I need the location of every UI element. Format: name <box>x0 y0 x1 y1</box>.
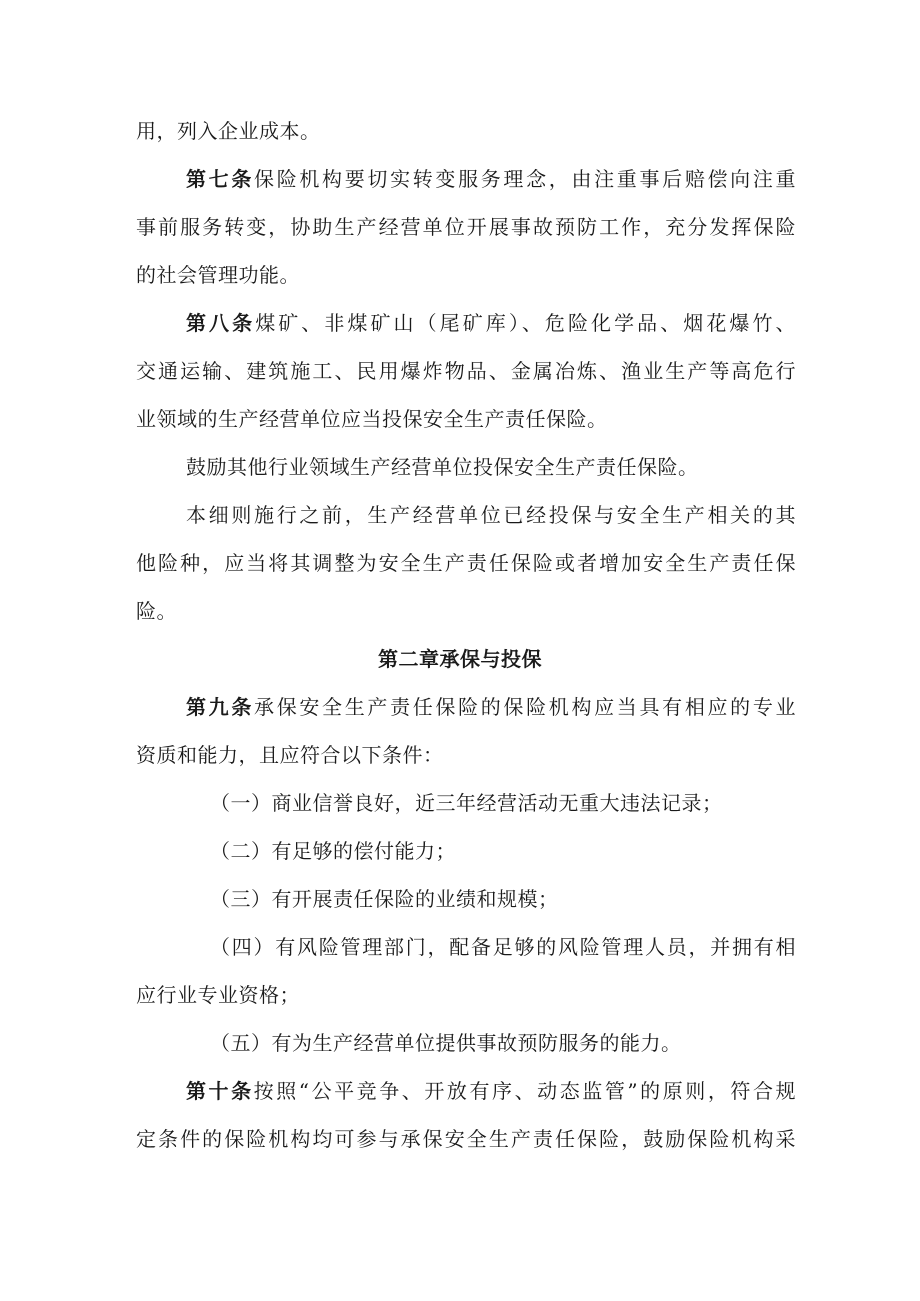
text: 应行业专业资格； <box>136 983 300 1007</box>
text: 资质和能力，且应符合以下条件： <box>136 743 444 767</box>
text: （四）有风险管理部门，配备足够的风险管理人员，并拥有相 <box>210 935 796 959</box>
text: 煤矿、非煤矿山（尾矿库）、危险化学品、烟花爆竹、 <box>255 311 797 335</box>
article-9-line-2 <box>136 740 796 770</box>
text: （五）有为生产经营单位提供事故预防服务的能力。 <box>210 1031 682 1055</box>
article-10-line-2 <box>136 1124 796 1154</box>
article-8-para-2 <box>186 452 796 482</box>
article-10-line-1 <box>186 1076 796 1106</box>
text: 业领域的生产经营单位应当投保安全生产责任保险。 <box>136 407 608 431</box>
text: （一）商业信誉良好，近三年经营活动无重大违法记录； <box>210 791 723 815</box>
text: 险。 <box>136 599 177 623</box>
article-8-line-1 <box>186 308 796 338</box>
chapter-heading <box>0 644 920 674</box>
text: 定条件的保险机构均可参与承保安全生产责任保险，鼓励保险机构采 <box>136 1127 796 1151</box>
article-9-item-4-line-2 <box>136 980 796 1010</box>
text: （三）有开展责任保险的业绩和规模； <box>210 887 559 911</box>
article-9-item-1 <box>210 788 796 818</box>
text: 他险种，应当将其调整为安全生产责任保险或者增加安全生产责任保 <box>136 551 796 575</box>
article-9-heading: 第九条 <box>186 695 255 719</box>
article-8-line-3 <box>136 404 796 434</box>
text: 保险机构要切实转变服务理念，由注重事后赔偿向注重 <box>254 167 797 191</box>
text: （二）有足够的偿付能力； <box>210 839 456 863</box>
text: 鼓励其他行业领域生产经营单位投保安全生产责任保险。 <box>186 455 699 479</box>
article-7-line-2 <box>136 212 796 242</box>
article-7-line-3 <box>136 260 796 290</box>
article-8-line-2 <box>136 356 796 386</box>
text: 事前服务转变，协助生产经营单位开展事故预防工作，充分发挥保险 <box>136 215 796 239</box>
article-7-line-1 <box>186 164 796 194</box>
article-10-heading: 第十条 <box>186 1079 254 1103</box>
article-9-item-4-line-1 <box>210 932 796 962</box>
article-9-item-5 <box>210 1028 796 1058</box>
article-8-para-3-line-2 <box>136 548 796 578</box>
chapter-title: 第二章承保与投保 <box>378 647 542 671</box>
text: 的社会管理功能。 <box>136 263 300 287</box>
article-9-item-2 <box>210 836 796 866</box>
text: 按照“公平竞争、开放有序、动态监管”的原则，符合规 <box>253 1079 796 1103</box>
text: 本细则施行之前，生产经营单位已经投保与安全生产相关的其 <box>186 503 796 527</box>
article-7-heading: 第七条 <box>186 167 255 191</box>
text: 承保安全生产责任保险的保险机构应当具有相应的专业 <box>254 695 797 719</box>
article-8-heading: 第八条 <box>186 311 256 335</box>
text: 交通运输、建筑施工、民用爆炸物品、金属冶炼、渔业生产等高危行 <box>136 359 796 383</box>
line-1 <box>136 116 796 146</box>
article-9-line-1 <box>186 692 796 722</box>
article-9-item-3 <box>210 884 796 914</box>
text: 用，列入企业成本。 <box>136 119 321 143</box>
article-8-para-3-line-1 <box>186 500 796 530</box>
article-8-para-3-line-3 <box>136 596 796 626</box>
